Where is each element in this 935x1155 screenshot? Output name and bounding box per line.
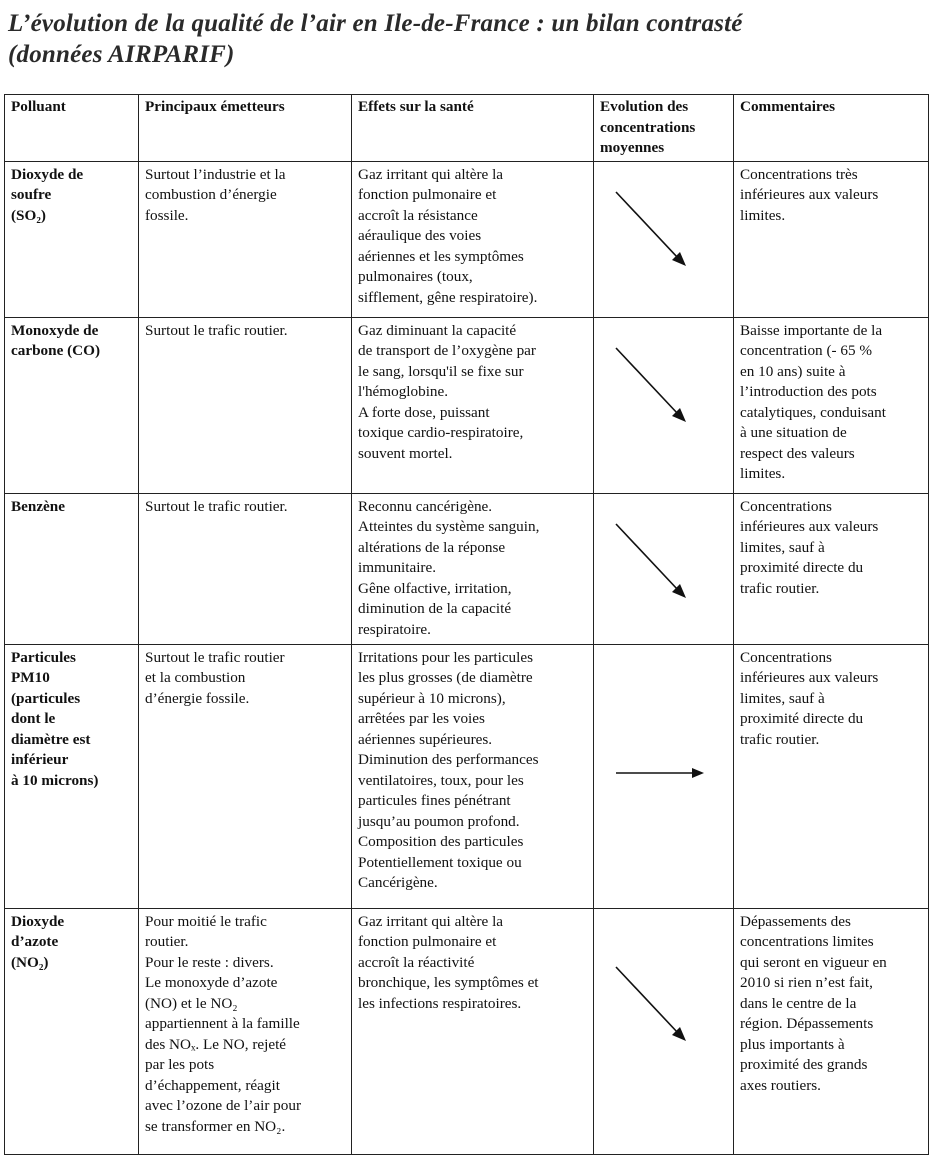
cell-commentaires-line: 2010 si rien n’est fait, [740, 974, 873, 991]
cell-evolution [594, 493, 734, 644]
cell-commentaires-line: limites, sauf à [740, 538, 825, 556]
cell-emetteurs-line: Surtout le trafic routier. [145, 321, 288, 339]
cell-emetteurs-line: (NO) et le NO₂ [145, 994, 238, 1012]
cell-effets-line: altérations de la réponse [358, 538, 506, 556]
cell-polluant-line: d’azote [11, 933, 59, 950]
cell-effets [352, 493, 594, 644]
cell-commentaires-line: plus importants à [740, 1035, 845, 1053]
cell-polluant-line: PM10 [11, 669, 50, 686]
cell-effets-line: respiratoire. [358, 620, 431, 638]
cell-effets-line: Reconnu cancérigène. [358, 497, 493, 515]
table-row [5, 493, 929, 644]
cell-commentaires-line: concentrations limites [740, 933, 874, 950]
cell-effets-line: de transport de l’oxygène par [358, 342, 536, 359]
cell-effets-line: pulmonaires (toux, [358, 268, 473, 285]
cell-commentaires-line: Concentrations très [740, 165, 858, 183]
cell-polluant-line: inférieur [11, 751, 69, 768]
header-effets: Effets sur la santé [352, 95, 594, 162]
cell-commentaires-line: limites. [740, 465, 786, 482]
cell-commentaires-line: en 10 ans) suite à [740, 362, 846, 380]
cell-effets-line: Atteintes du système sanguin, [358, 518, 540, 535]
cell-commentaires-line: concentration (- 65 % [740, 342, 872, 359]
arrow-down-right-icon [594, 959, 734, 1069]
cell-commentaires-line: Baisse importante de la [740, 321, 883, 339]
arrow-right-icon [594, 763, 734, 873]
cell-commentaires [734, 493, 929, 644]
cell-effets-line: aériennes et les symptômes [358, 247, 524, 265]
cell-commentaires-line: inférieures aux valeurs [740, 669, 879, 686]
cell-commentaires-line: l’introduction des pots [740, 383, 877, 400]
cell-effets-line: Gaz diminuant la capacité [358, 321, 517, 339]
cell-emetteurs [139, 493, 352, 644]
cell-polluant-line: Benzène [11, 497, 65, 515]
header-commentaires: Commentaires [734, 95, 929, 162]
cell-effets-line: les infections respiratoires. [358, 994, 522, 1012]
header-evolution: Evolution des concentrations moyennes [594, 95, 734, 162]
header-polluant: Polluant [5, 95, 139, 162]
table-row [5, 644, 929, 908]
cell-emetteurs-line: avec l’ozone de l’air pour [145, 1097, 302, 1114]
cell-polluant-line: Monoxyde de [11, 321, 99, 339]
cell-effets-line: accroît la résistance [358, 206, 478, 224]
table-row [5, 317, 929, 493]
cell-effets-line: souvent mortel. [358, 444, 453, 462]
header-row [5, 95, 929, 162]
cell-effets-line: le sang, lorsqu'il se fixe sur [358, 362, 524, 380]
cell-polluant-line: (NO₂) [11, 953, 49, 971]
cell-evolution [594, 644, 734, 908]
cell-commentaires-line: respect des valeurs [740, 444, 855, 462]
cell-effets-line: aéraulique des voies [358, 227, 482, 244]
cell-polluant [5, 161, 139, 317]
cell-effets [352, 644, 594, 908]
title-line-1: L’évolution de la qualité de l’air en Ile-de-France : un bilan contrasté [8, 10, 743, 37]
cell-effets-line: ventilatoires, toux, pour les [358, 771, 524, 789]
cell-effets-line: Composition des particules [358, 833, 524, 850]
cell-commentaires-line: Concentrations [740, 648, 832, 666]
cell-effets-line: jusqu’au poumon profond. [358, 812, 520, 830]
cell-effets-line: Irritations pour les particules [358, 648, 534, 666]
cell-commentaires [734, 908, 929, 1154]
cell-emetteurs-line: Surtout le trafic routier. [145, 497, 288, 515]
cell-effets-line: accroît la réactivité [358, 953, 475, 971]
cell-polluant-line: (particules [11, 689, 81, 707]
cell-evolution [594, 908, 734, 1154]
cell-emetteurs-line: Surtout l’industrie et la [145, 165, 286, 183]
cell-effets-line: A forte dose, puissant [358, 403, 490, 421]
cell-effets-line: supérieur à 10 microns), [358, 689, 506, 707]
cell-polluant-line: à 10 microns) [11, 771, 99, 789]
cell-effets [352, 908, 594, 1154]
cell-effets [352, 161, 594, 317]
cell-commentaires-line: à une situation de [740, 424, 847, 441]
cell-commentaires-line: Concentrations [740, 497, 832, 515]
cell-commentaires-line: qui seront en vigueur en [740, 953, 887, 971]
cell-emetteurs-line: combustion d’énergie [145, 186, 277, 203]
cell-emetteurs-line: se transformer en NO₂. [145, 1117, 286, 1135]
cell-effets-line: particules fines pénétrant [358, 792, 511, 809]
cell-polluant [5, 644, 139, 908]
cell-commentaires-line: trafic routier. [740, 579, 820, 597]
cell-polluant-line: soufre [11, 186, 52, 203]
cell-polluant-line: dont le [11, 710, 56, 727]
cell-emetteurs-line: et la combustion [145, 669, 246, 686]
cell-commentaires-line: Dépassements des [740, 912, 851, 930]
cell-polluant [5, 908, 139, 1154]
cell-effets-line: toxique cardio-respiratoire, [358, 424, 524, 441]
cell-polluant [5, 493, 139, 644]
cell-emetteurs [139, 317, 352, 493]
arrow-down-right-icon [594, 516, 734, 626]
cell-commentaires-line: proximité directe du [740, 559, 864, 576]
cell-evolution [594, 317, 734, 493]
cell-emetteurs [139, 908, 352, 1154]
table-row [5, 908, 929, 1154]
cell-commentaires-line: inférieures aux valeurs [740, 186, 879, 203]
cell-commentaires-line: axes routiers. [740, 1076, 821, 1094]
document-title [8, 8, 918, 70]
cell-polluant-line: diamètre est [11, 730, 91, 748]
cell-emetteurs-line: routier. [145, 933, 189, 950]
cell-effets-line: Gêne olfactive, irritation, [358, 579, 512, 597]
cell-emetteurs-line: d’énergie fossile. [145, 689, 250, 707]
cell-emetteurs-line: fossile. [145, 206, 189, 224]
cell-polluant-line: Dioxyde [11, 912, 65, 930]
cell-commentaires [734, 644, 929, 908]
cell-polluant-line: Dioxyde de [11, 165, 84, 183]
cell-effets-line: Gaz irritant qui altère la [358, 912, 504, 930]
cell-commentaires-line: inférieures aux valeurs [740, 518, 879, 535]
cell-effets-line: sifflement, gêne respiratoire). [358, 288, 538, 306]
cell-emetteurs [139, 161, 352, 317]
cell-commentaires [734, 161, 929, 317]
header-emetteurs: Principaux émetteurs [139, 95, 352, 162]
cell-emetteurs-line: Pour moitié le trafic [145, 912, 267, 930]
cell-effets-line: fonction pulmonaire et [358, 186, 497, 203]
cell-commentaires-line: limites. [740, 206, 786, 224]
cell-emetteurs-line: Pour le reste : divers. [145, 953, 274, 971]
cell-effets-line: diminution de la capacité [358, 600, 512, 617]
cell-commentaires-line: proximité directe du [740, 710, 864, 727]
cell-commentaires-line: catalytiques, conduisant [740, 403, 886, 421]
cell-commentaires-line: trafic routier. [740, 730, 820, 748]
cell-effets-line: Cancérigène. [358, 874, 438, 891]
air-quality-table [4, 94, 929, 1155]
cell-effets-line: aériennes supérieures. [358, 730, 493, 748]
cell-commentaires-line: limites, sauf à [740, 689, 825, 707]
cell-effets-line: immunitaire. [358, 559, 437, 576]
cell-effets-line: bronchique, les symptômes et [358, 974, 539, 991]
arrow-down-right-icon [594, 340, 734, 450]
cell-commentaires [734, 317, 929, 493]
cell-effets-line: les plus grosses (de diamètre [358, 669, 533, 686]
cell-effets-line: arrêtées par les voies [358, 710, 485, 727]
cell-commentaires-line: région. Dépassements [740, 1015, 874, 1032]
cell-effets-line: Diminution des performances [358, 751, 539, 768]
cell-effets [352, 317, 594, 493]
cell-effets-line: l'hémoglobine. [358, 383, 449, 400]
cell-emetteurs-line: Le monoxyde d’azote [145, 974, 278, 991]
cell-polluant-line: (SO₂) [11, 206, 46, 224]
cell-emetteurs-line: des NOₓ. Le NO, rejeté [145, 1035, 287, 1053]
cell-commentaires-line: dans le centre de la [740, 994, 857, 1012]
cell-emetteurs-line: Surtout le trafic routier [145, 648, 285, 666]
cell-polluant-line: carbone (CO) [11, 342, 100, 359]
cell-polluant [5, 317, 139, 493]
table-row [5, 161, 929, 317]
cell-evolution [594, 161, 734, 317]
cell-polluant-line: Particules [11, 648, 76, 666]
cell-emetteurs-line: d’échappement, réagit [145, 1076, 280, 1094]
cell-effets-line: Potentiellement toxique ou [358, 853, 522, 871]
title-line-2: (données AIRPARIF) [8, 41, 235, 68]
cell-emetteurs-line: par les pots [145, 1056, 215, 1073]
cell-emetteurs-line: appartiennent à la famille [145, 1015, 300, 1032]
cell-effets-line: Gaz irritant qui altère la [358, 165, 504, 183]
cell-emetteurs [139, 644, 352, 908]
arrow-down-right-icon [594, 184, 734, 294]
cell-effets-line: fonction pulmonaire et [358, 933, 497, 950]
cell-commentaires-line: proximité des grands [740, 1056, 868, 1073]
